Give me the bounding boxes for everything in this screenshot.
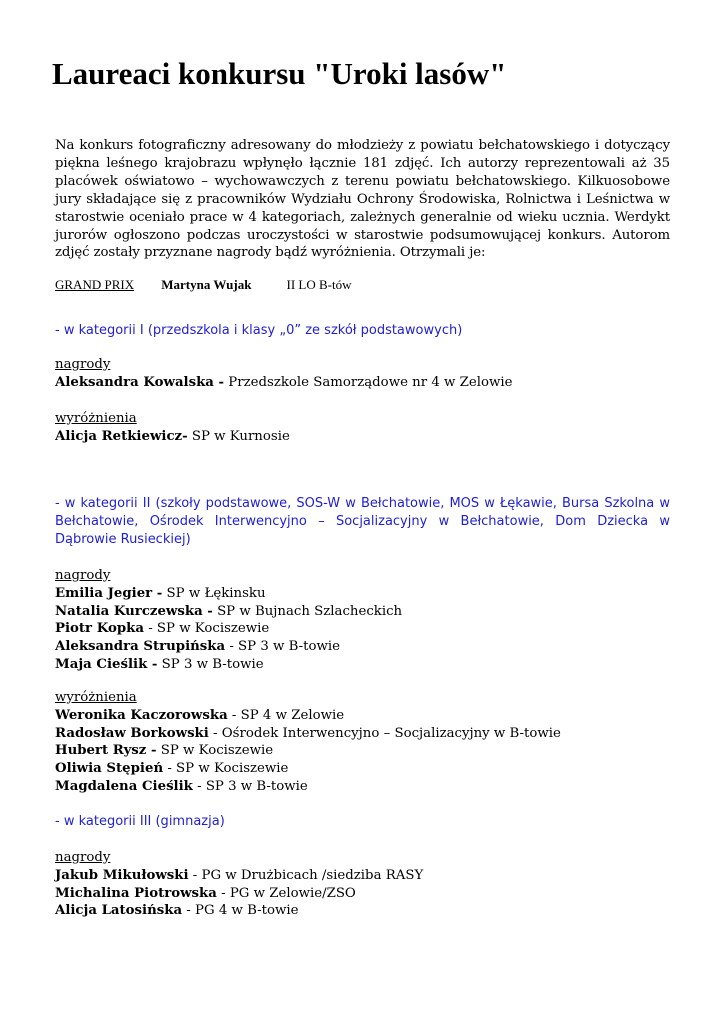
laureate-school: - Ośrodek Interwencyjno – Socjalizacyjny w B-towie [208, 725, 561, 741]
list-item [55, 725, 561, 743]
laureate-school: - SP 3 w B-towie [225, 639, 340, 655]
category-1-honors [55, 410, 290, 446]
list-item [55, 742, 561, 760]
laureate-name: Alicja Retkiewicz- [55, 428, 188, 444]
list-item [55, 867, 423, 885]
honors-label: wyróżnienia [55, 411, 137, 426]
laureate-name: Oliwia Stępień [55, 761, 164, 777]
laureate-name: Radosław Borkowski [55, 725, 209, 741]
honors-label: wyróżnienia [55, 690, 137, 705]
page-title: Laureaci konkursu "Uroki lasów" [52, 56, 507, 91]
category-2-heading: - w kategorii II (szkoły podstawowe, SOS-W w Bełchatowie, MOS w Łękawie, Bursa Szkolna w Bełchatowie, Ośrodek Interwencyjno – Socjalizacyjny w Bełchatowie, Dom Dziecka w Dąbrowie Rusieckiej) [55, 496, 670, 547]
laureate-school: Przedszkole Samorządowe nr 4 w Zelowie [224, 374, 513, 390]
category-2-honors [55, 689, 561, 796]
list-item [55, 885, 423, 903]
laureate-school: SP w Kurnosie [187, 428, 290, 444]
list-item [55, 585, 402, 603]
awards-label: nagrody [55, 568, 111, 583]
laureate-name: Aleksandra Kowalska - [55, 374, 225, 390]
laureate-name: Piotr Kopka [55, 621, 144, 637]
list-item [55, 603, 402, 621]
laureate-school: SP w Łękinsku [162, 585, 266, 601]
grand-prix-label: GRAND PRIX [55, 277, 135, 292]
laureate-name: Magdalena Cieślik [55, 778, 193, 794]
list-item [55, 656, 402, 674]
category-2-awards [55, 567, 402, 674]
laureate-name: Alicja Latosińska [55, 903, 183, 919]
grand-prix-school: II LO B-tów [286, 277, 352, 292]
list-item [55, 760, 561, 778]
laureate-school: SP w Kociszewie [156, 743, 274, 759]
awards-label: nagrody [55, 357, 111, 372]
laureate-name: Weronika Kaczorowska [55, 707, 228, 723]
laureate-school: - SP w Kociszewie [163, 761, 289, 777]
laureate-school: SP w Bujnach Szlacheckich [212, 603, 403, 619]
laureate-name: Jakub Mikułowski [55, 867, 189, 883]
category-1-heading: - w kategorii I (przedszkola i klasy „0” ze szkół podstawowych) [55, 323, 463, 338]
laureate-school: SP 3 w B-towie [157, 656, 264, 672]
list-item [55, 902, 423, 920]
laureate-name: Maja Cieślik - [55, 656, 158, 672]
category-1-awards [55, 356, 512, 392]
laureate-school: - PG w Drużbicach /siedziba RASY [188, 867, 424, 883]
list-item [55, 778, 561, 796]
awards-label: nagrody [55, 850, 111, 865]
category-3-heading: - w kategorii III (gimnazja) [55, 814, 225, 829]
list-item [55, 620, 402, 638]
list-item [55, 707, 561, 725]
intro-paragraph: Na konkurs fotograficzny adresowany do młodzieży z powiatu bełchatowskiego i dotyczący piękna leśnego krajobrazu wpłynęło łącznie 181 zdjęć. Ich autorzy reprezentowali aż 35 placówek oświatowo – wychowawczych z terenu powiatu bełchatowskiego. Kilkuosobowe jury składające się z pracowników Wydziału Ochrony Środowiska, Rolnictwa i Leśnictwa w starostwie oceniało prace w 4 kategoriach, zależnych generalnie od wieku ucznia. Werdykt jurorów ogłoszono podczas uroczystości w starostwie podsumowującej konkurs. Autorom zdjęć zostały przyznane nagrody bądź wyróżnienia. Otrzymali je: [55, 138, 670, 261]
laureate-name: Aleksandra Strupińska [55, 639, 226, 655]
laureate-school: - SP 4 w Zelowie [227, 707, 345, 723]
laureate-school: - PG w Zelowie/ZSO [216, 885, 356, 901]
list-item [55, 428, 290, 446]
category-3-awards [55, 849, 423, 920]
laureate-name: Natalia Kurczewska - [55, 603, 213, 619]
laureate-name: Hubert Rysz - [55, 743, 157, 759]
grand-prix-row [55, 276, 352, 293]
laureate-name: Emilia Jegier - [55, 585, 163, 601]
laureate-school: - SP 3 w B-towie [192, 778, 308, 794]
laureate-school: - PG 4 w B-towie [182, 903, 299, 919]
laureate-name: Michalina Piotrowska [55, 885, 217, 901]
list-item [55, 374, 512, 392]
grand-prix-name: Martyna Wujak [161, 277, 252, 292]
laureate-school: - SP w Kociszewie [143, 621, 270, 637]
list-item [55, 638, 402, 656]
